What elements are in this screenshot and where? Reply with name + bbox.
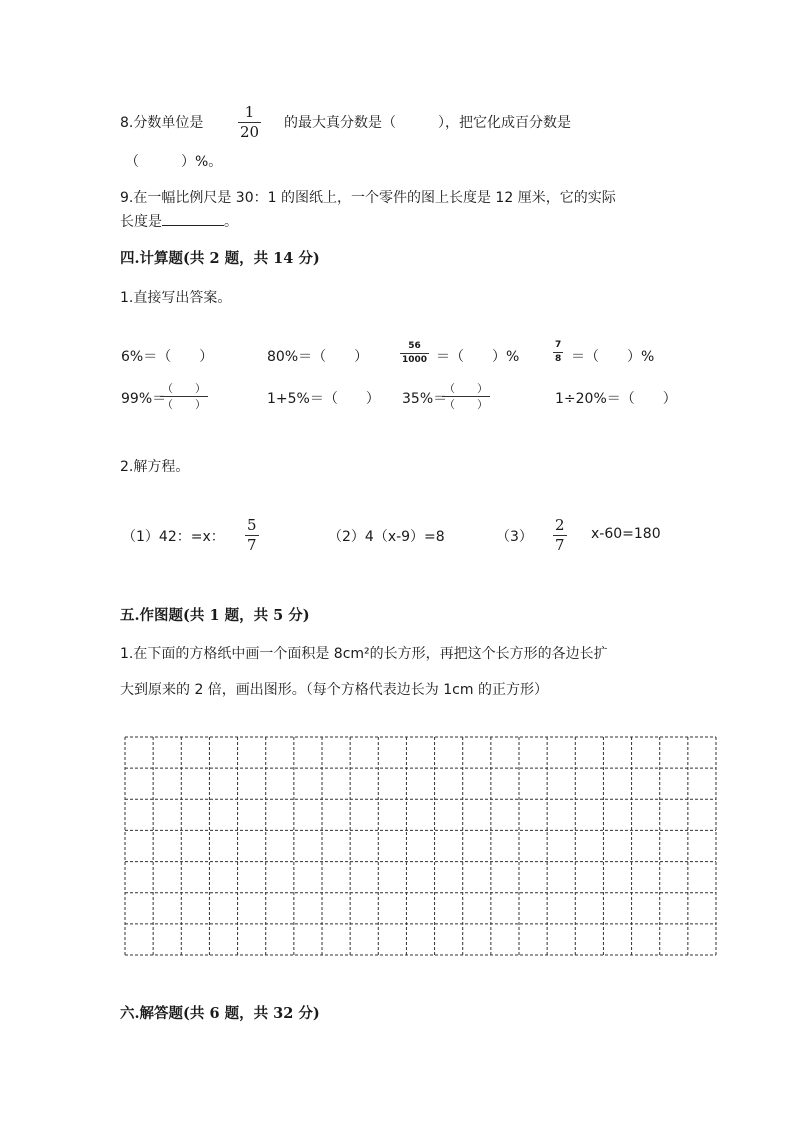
- eq3-fraction: [553, 518, 567, 553]
- q8-frac-numerator: 1: [244, 103, 255, 121]
- q8-frac-denominator: 20: [240, 123, 260, 141]
- calc-r2-c-prefix: 35%＝: [402, 391, 448, 407]
- section6-title: 六.解答题(共 6 题，共 32 分): [120, 1005, 320, 1022]
- eq1-num: 5: [247, 516, 257, 534]
- calc-r1-a: 6%＝（ ）: [121, 349, 214, 365]
- section5-line1: 1.在下面的方格纸中画一个面积是 8cm²的长方形，再把这个长方形的各边长扩: [120, 646, 608, 662]
- q8-middle: 的最大真分数是（ ），把它化成百分数是: [284, 115, 571, 131]
- section4-q1-label: 1.直接写出答案。: [120, 290, 232, 306]
- calc-r2-c-fraction: [442, 383, 490, 410]
- q8-line2: （ ）%。: [125, 154, 223, 170]
- calc-r2-a-prefix: 99%＝: [121, 391, 167, 407]
- calc-r2-d: 1÷20%＝（ ）: [555, 391, 677, 407]
- eq3-num: 2: [555, 516, 565, 534]
- q8-fraction: [238, 105, 261, 140]
- calc-r2-c-num: （ ）: [444, 382, 488, 395]
- q9-line2-prefix: 长度是: [120, 214, 162, 230]
- fraction-bar: [400, 353, 429, 354]
- calc-r1-c-den: 1000: [402, 355, 428, 365]
- drawing-grid[interactable]: [124, 736, 717, 956]
- eq1-fraction: [245, 518, 259, 553]
- q9-line2: [120, 211, 238, 231]
- section5-line2: 大到原来的 2 倍，画出图形。（每个方格代表边长为 1cm 的正方形）: [120, 682, 548, 698]
- eq3-suffix: x-60=180: [591, 526, 661, 542]
- calc-r2-a-fraction: [160, 383, 208, 410]
- calc-r1-c-fraction: [400, 342, 429, 365]
- section5-title: 五.作图题(共 1 题，共 5 分): [120, 607, 310, 624]
- calc-r2-a-num: （ ）: [162, 382, 206, 395]
- fraction-bar: [442, 396, 490, 397]
- calc-r1-d-den: 8: [555, 354, 562, 364]
- section4-q2-label: 2.解方程。: [120, 459, 190, 475]
- q9-line1: 9.在一幅比例尺是 30：1 的图纸上，一个零件的图上长度是 12 厘米，它的实际: [120, 190, 616, 206]
- q9-line2-suffix: 。: [224, 214, 238, 230]
- fraction-bar: [160, 396, 208, 397]
- calc-r1-d-rest: ＝（ ）%: [571, 349, 655, 365]
- answer-blank[interactable]: [162, 211, 224, 226]
- calc-r2-c-den: （ ）: [444, 398, 488, 411]
- calc-r2-b: 1+5%＝（ ）: [267, 391, 380, 407]
- calc-r2-a-den: （ ）: [162, 398, 206, 411]
- calc-r1-c-num: 56: [408, 341, 421, 351]
- eq2: （2）4（x-9）=8: [328, 529, 445, 545]
- eq3-den: 7: [555, 536, 565, 554]
- q8-prefix: 8.分数单位是: [120, 115, 204, 131]
- eq3-prefix: （3）: [496, 529, 533, 545]
- section4-title: 四.计算题(共 2 题，共 14 分): [120, 250, 320, 267]
- calc-r1-b: 80%＝（ ）: [267, 349, 369, 365]
- calc-r1-c-rest: ＝（ ）%: [436, 349, 520, 365]
- eq1-prefix: （1）42：=x：: [122, 529, 225, 545]
- eq1-den: 7: [247, 536, 257, 554]
- fraction-bar: [553, 352, 563, 353]
- calc-r1-d-fraction: [553, 341, 563, 364]
- calc-r1-d-num: 7: [555, 340, 562, 350]
